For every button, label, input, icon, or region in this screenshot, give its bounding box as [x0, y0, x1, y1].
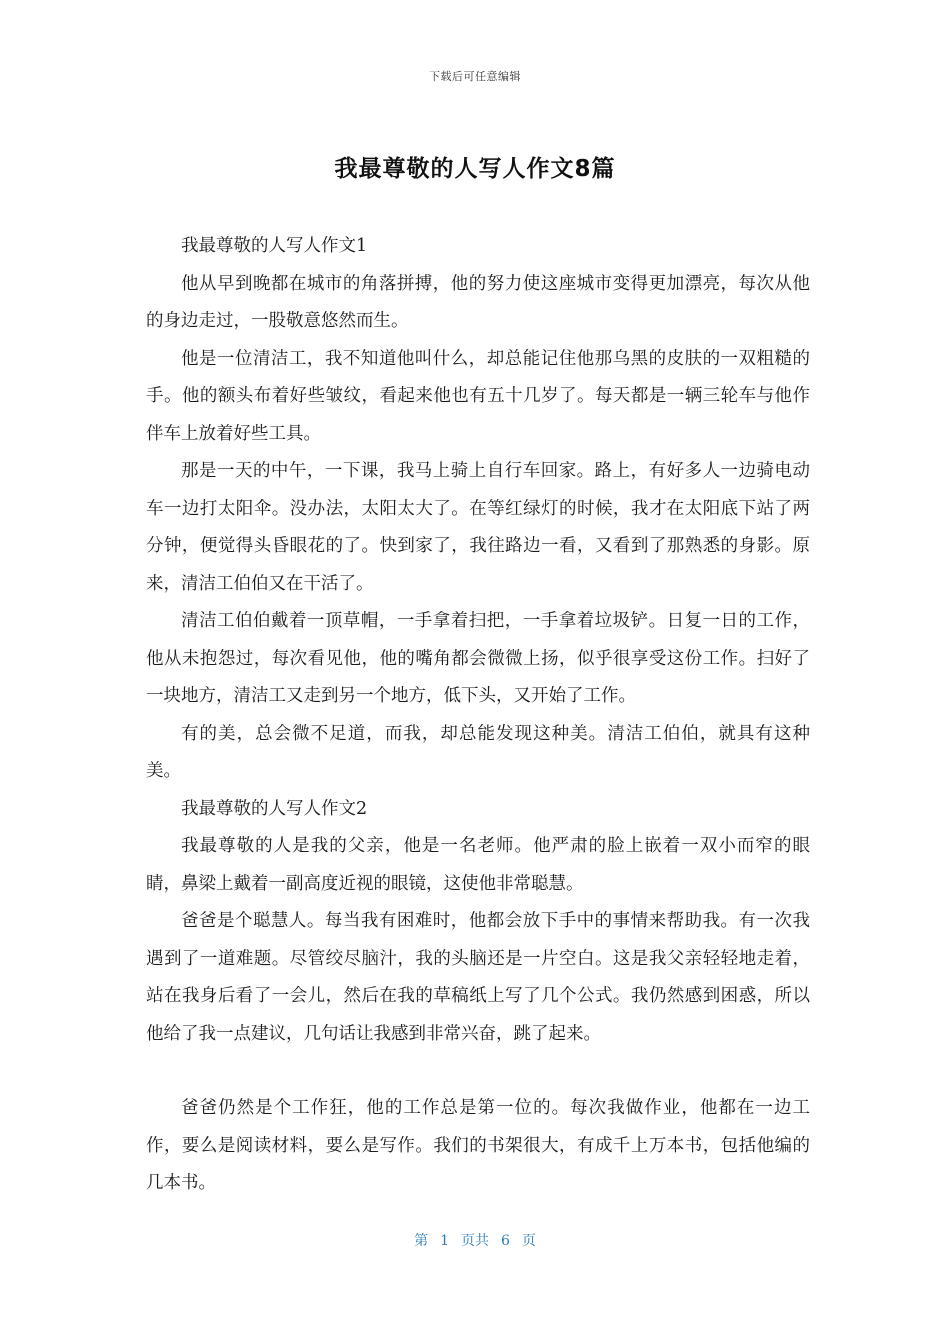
- paragraph: 爸爸是个聪慧人。每当我有困难时，他都会放下手中的事情来帮助我。有一次我遇到了一道难题。尽管绞尽脑汁，我的头脑还是一片空白。这是我父亲轻轻地走着，站在我身后看了一会儿，然后在我的草稿纸上写了几个公式。我仍然感到困惑，所以他给了我一点建议，几句话让我感到非常兴奋，跳了起来。: [146, 911, 810, 1044]
- footer-ye-label: 页: [521, 1233, 536, 1249]
- document-body: [146, 228, 810, 1203]
- page-footer: [0, 1230, 950, 1250]
- paragraph: 爸爸仍然是个工作狂，他的工作总是第一位的。每次我做作业，他都在一边工作，要么是阅读材料，要么是写作。我们的书架很大，有成千上万本书，包括他编的几本书。: [146, 1098, 810, 1193]
- paragraph: 清洁工伯伯戴着一顶草帽，一手拿着扫把，一手拿着垃圾铲。日复一日的工作，他从未抱怨过，每次看见他，他的嘴角都会微微上扬，似乎很享受这份工作。扫好了一块地方，清洁工又走到另一个地方，低下头，又开始了工作。: [146, 611, 810, 706]
- paragraph: 他是一位清洁工，我不知道他叫什么，却总能记住他那乌黑的皮肤的一双粗糙的手。他的额头布着好些皱纹，看起来他也有五十几岁了。每天都是一辆三轮车与他作伴车上放着好些工具。: [146, 348, 810, 444]
- section-heading: 我最尊敬的人写人作文1: [181, 236, 368, 256]
- footer-current-page: 1: [440, 1233, 449, 1249]
- section-heading: 我最尊敬的人写人作文2: [181, 798, 368, 819]
- page-header-note: 下载后可任意编辑: [429, 70, 521, 83]
- footer-ye-gong-label: 页共: [461, 1233, 489, 1249]
- footer-di-label: 第: [414, 1233, 429, 1249]
- footer-total-pages: 6: [501, 1233, 510, 1249]
- paragraph: 有的美，总会微不足道，而我，却总能发现这种美。清洁工伯伯，就具有这种美。: [146, 723, 810, 781]
- document-title: 我最尊敬的人写人作文8篇: [334, 156, 616, 182]
- paragraph: 他从早到晚都在城市的角落拼搏，他的努力使这座城市变得更加漂亮，每次从他的身边走过，一股敬意悠然而生。: [146, 273, 810, 331]
- paragraph: 我最尊敬的人是我的父亲，他是一名老师。他严肃的脸上嵌着一双小而窄的眼睛，鼻梁上戴着一副高度近视的眼镜，这使他非常聪慧。: [146, 836, 810, 894]
- paragraph: 那是一天的中午，一下课，我马上骑上自行车回家。路上，有好多人一边骑电动车一边打太阳伞。没办法，太阳太大了。在等红绿灯的时候，我才在太阳底下站了两分钟，便觉得头昏眼花的了。快到家了，我往路边一看，又看到了那熟悉的身影。原来，清洁工伯伯又在干活了。: [146, 461, 810, 594]
